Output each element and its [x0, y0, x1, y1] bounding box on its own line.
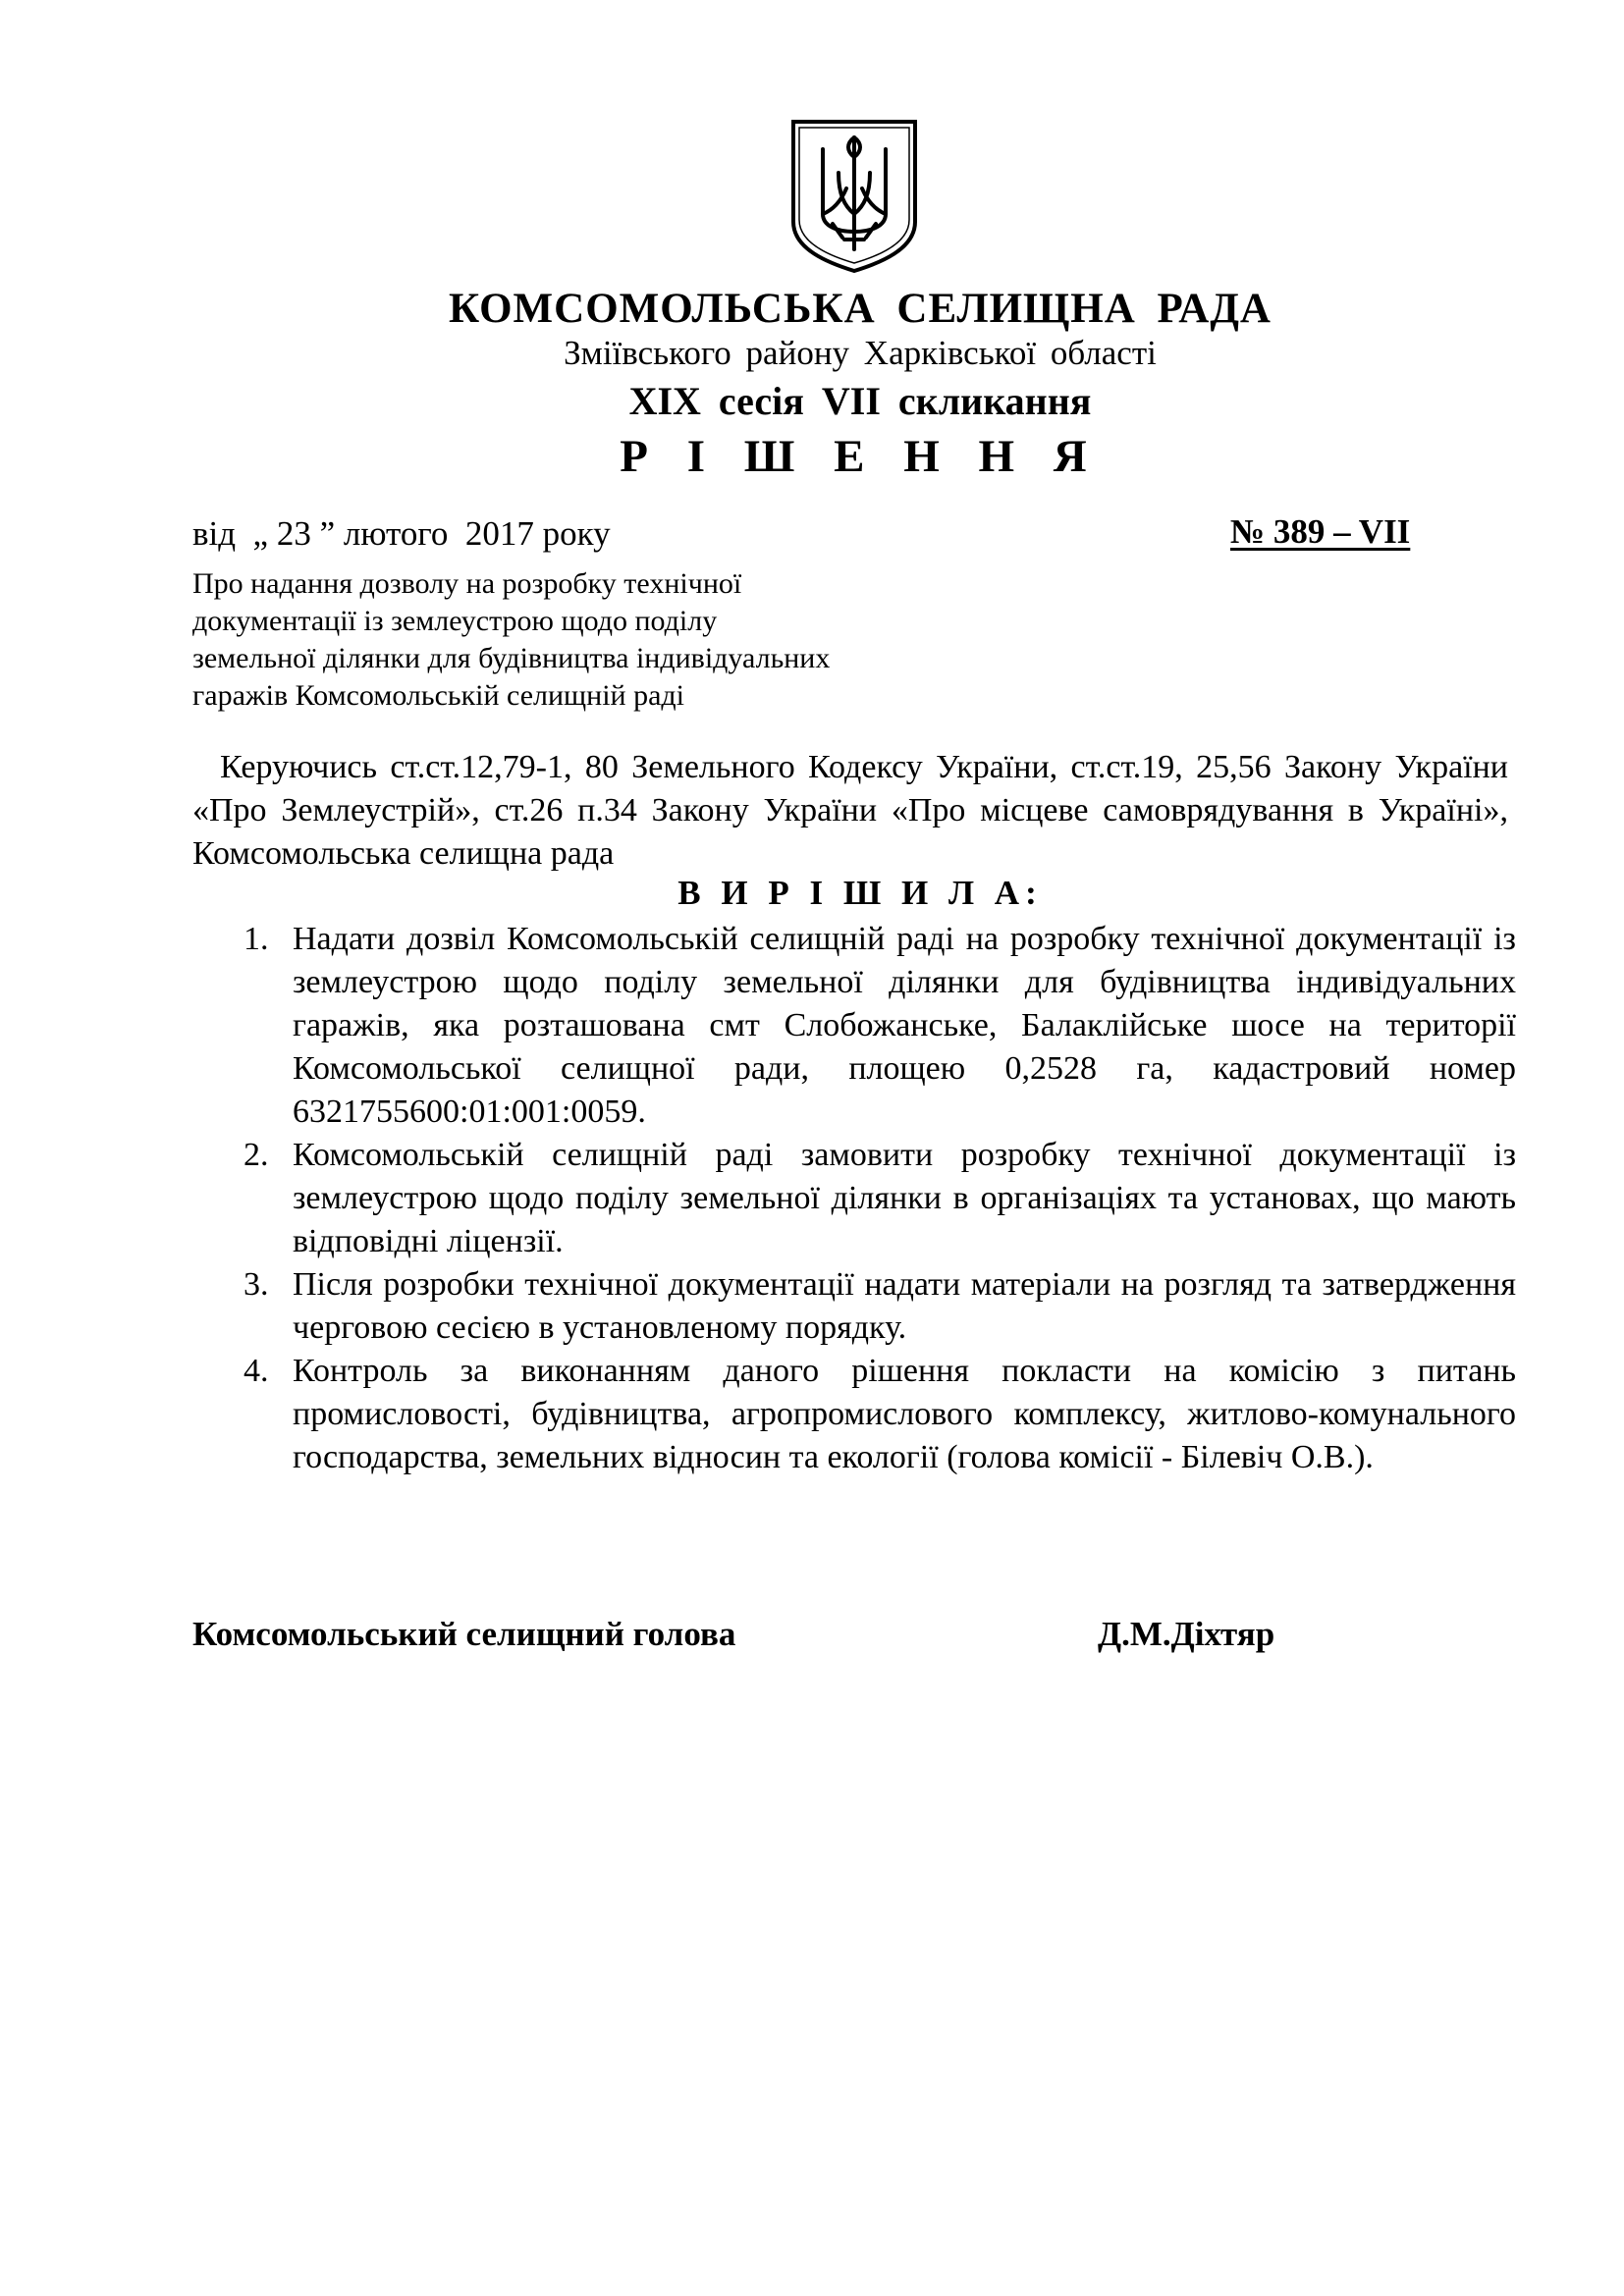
decision-item	[244, 1350, 1516, 1479]
decision-item-number: 4.	[244, 1353, 269, 1389]
decision-item-number: 2.	[244, 1137, 269, 1173]
decision-item	[244, 1263, 1516, 1350]
decision-item-text: Після розробки технічної документації надати матеріали на розгляд та затвердження черговою сесією в установленому порядку.	[293, 1266, 1516, 1346]
preamble-paragraph: Керуючись ст.ст.12,79-1, 80 Земельного Кодексу України, ст.ст.19, 25,56 Закону України «Про Землеустрій», ст.26 п.34 Закону України «Про місцеве самоврядування в Україні», Комсомольська селищна рада	[192, 749, 1508, 872]
decision-item-number: 1.	[244, 921, 269, 957]
subject-line: гаражів Комсомольській селищній раді	[192, 679, 685, 712]
signatory-title: Комсомольський селищний голова	[192, 1615, 736, 1653]
decision-list	[244, 918, 1516, 1479]
decision-item-number: 3.	[244, 1266, 269, 1303]
decision-item	[244, 1134, 1516, 1263]
decision-subject	[192, 565, 978, 715]
session-info: XIX сесія VII скликання	[628, 379, 1092, 423]
subject-line: документації із землеустрою щодо поділу	[192, 605, 718, 637]
subject-line: Про надання дозволу на розробку технічної	[192, 567, 742, 600]
council-name: КОМСОМОЛЬСЬКА СЕЛИЩНА РАДА	[449, 286, 1272, 332]
coat-of-arms-icon	[785, 116, 923, 273]
decision-item-text: Комсомольській селищній раді замовити розробку технічної документації із землеустрою щодо поділу земельної ділянки в організаціях та установах, що мають відповідні ліцензії.	[293, 1137, 1516, 1259]
decision-item	[244, 918, 1516, 1134]
decision-item-text: Надати дозвіл Комсомольській селищній раді на розробку технічної документації із землеустрою щодо поділу земельної ділянки для будівництва індивідуальних гаражів, яка розташована смт Слобожанське, Балаклійське шосе на території Комсомольської селищної ради, площею 0,2528 га, кадастровий номер 6321755600:01:001:0059.	[293, 921, 1516, 1130]
decision-number: № 389 – VII	[1230, 512, 1411, 551]
signatory-name: Д.М.Діхтяр	[1098, 1615, 1275, 1653]
decision-date: від „ 23 ” лютого 2017 року	[192, 514, 611, 553]
document-type-heading: Р І Ш Е Н Н Я	[620, 431, 1101, 482]
council-region: Зміївського району Харківської області	[564, 334, 1157, 372]
decision-item-text: Контроль за виконанням даного рішення покласти на комісію з питань промисловості, будівництва, агропромислового комплексу, житлово-комунального господарства, земельних відносин та екології (голова комісії - Білевіч О.В.).	[293, 1353, 1516, 1475]
resolved-heading: В И Р І Ш И Л А:	[677, 874, 1043, 912]
subject-line: земельної ділянки для будівництва індивідуальних	[192, 642, 831, 674]
